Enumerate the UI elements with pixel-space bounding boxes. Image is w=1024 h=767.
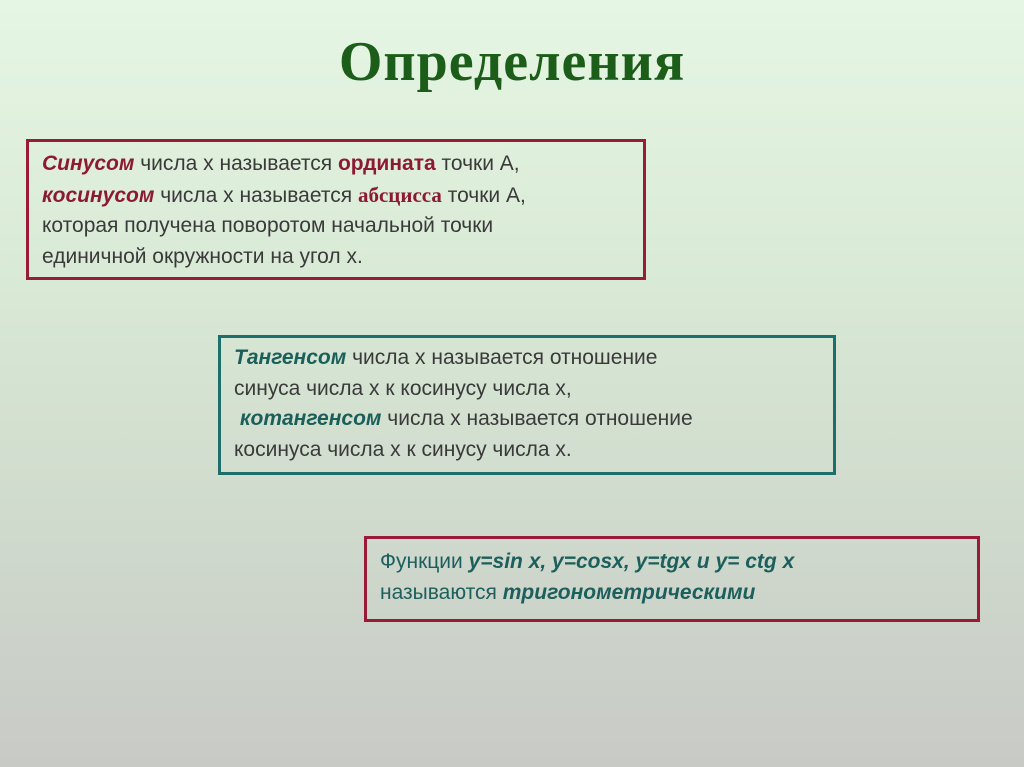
cosine-term: косинусом: [42, 183, 155, 207]
functions-label: Функции: [380, 550, 469, 573]
cotangent-term: котангенсом: [239, 407, 382, 430]
tangent-cotangent-definition-box: [218, 335, 836, 475]
tangent-term: Тангенсом: [234, 346, 347, 369]
ordinate-term: ордината: [337, 152, 436, 175]
rotation-line: которая получена поворотом начальной точки: [42, 214, 494, 237]
abscissa-term: абсцисса: [357, 182, 442, 207]
sine-term: Синусом: [42, 152, 135, 175]
cotangent-text: числа x называется отношение: [381, 407, 693, 430]
tangent-ratio-line: синуса числа x к косинусу числа x,: [234, 376, 572, 400]
trigonometric-line: [380, 578, 967, 609]
sine-text-1: числа x называется: [134, 152, 338, 175]
sine-definition-line: [42, 149, 633, 180]
cotangent-ratio-line: косинуса числа x к синусу числа x.: [234, 437, 572, 461]
cosine-text-2: точки A,: [441, 183, 526, 207]
cotangent-definition-line: [234, 404, 823, 435]
functions-formula: y=sin x, y=cosx, y=tgx и y= ctg x: [468, 550, 795, 573]
sine-cosine-definition-box: [26, 139, 646, 280]
slide-title: Определения: [338, 31, 686, 93]
trigonometric-term: тригонометрическими: [502, 580, 756, 604]
sine-text-2: точки A,: [435, 152, 520, 175]
unit-circle-line: единичной окружности на угол x.: [42, 244, 363, 268]
tangent-text: числа x называется отношение: [346, 346, 658, 369]
cosine-definition-line: [42, 180, 633, 212]
tangent-definition-line: [234, 343, 823, 374]
cosine-text-1: числа x называется: [154, 183, 358, 207]
called-label: называются: [380, 580, 503, 604]
functions-line: [380, 547, 967, 578]
trig-functions-definition-box: [364, 536, 980, 622]
